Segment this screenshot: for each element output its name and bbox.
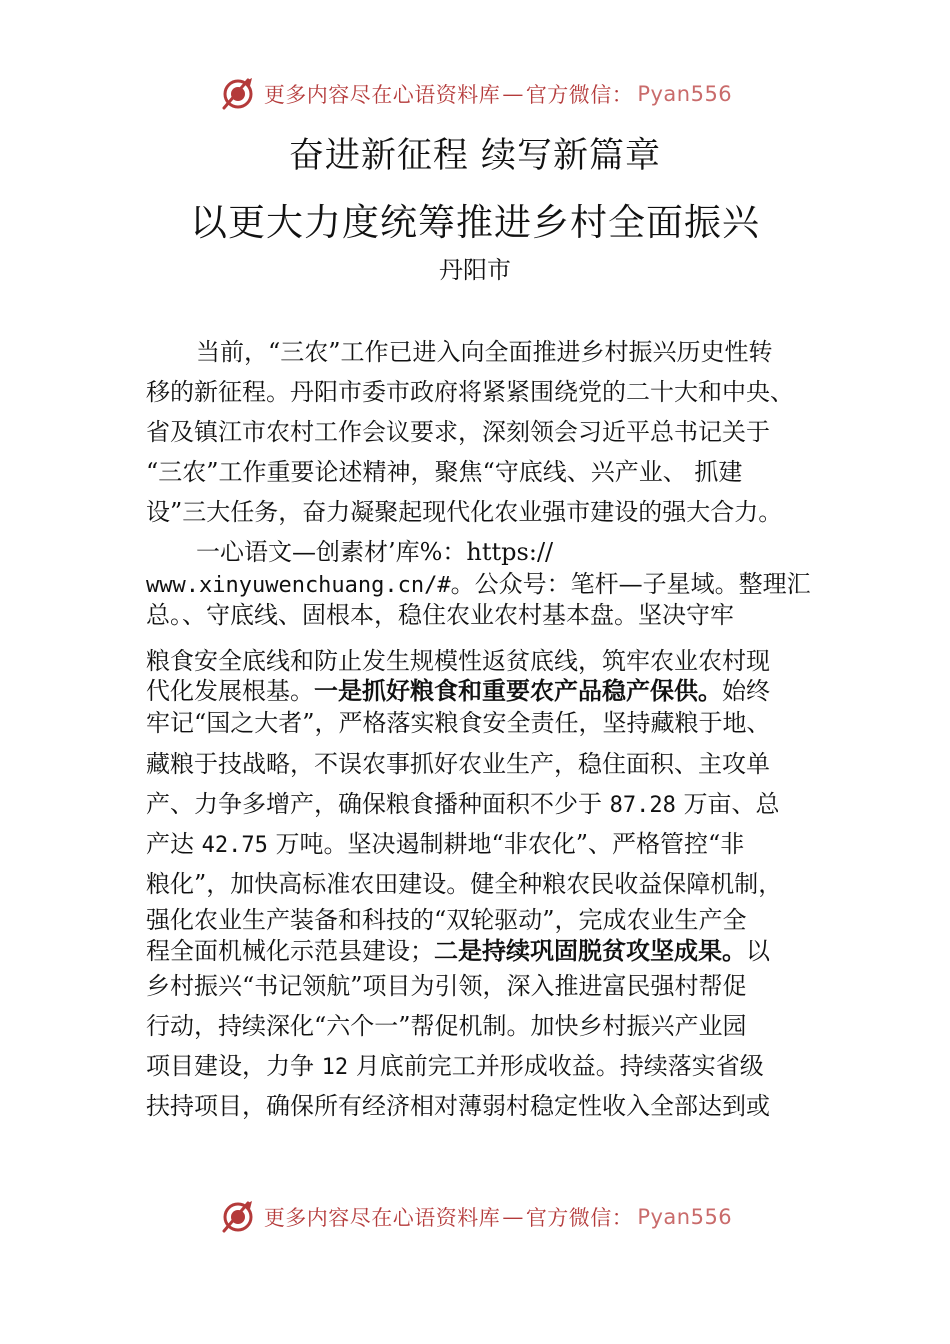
body-text: 以 <box>746 937 770 965</box>
watermark-bottom <box>0 1195 950 1239</box>
body-line <box>146 828 826 862</box>
body-line: 当前，“三农”工作已进入向全面推进乡村振兴历史性转 <box>196 338 773 366</box>
body-text: 万吨。坚决遏制耕地“非农化”、严格管控“非 <box>267 830 745 858</box>
watermark-wechat-label: 官方微信： <box>525 1206 634 1230</box>
bold-heading-2: 二是持续巩固脱贫攻坚成果。 <box>434 937 746 965</box>
body-line <box>196 536 876 568</box>
body-text: 项目建设，力争 <box>146 1052 322 1080</box>
body-line <box>146 568 826 602</box>
title-line-1: 奋进新征程 续写新篇章 <box>288 136 662 176</box>
body-text: 产达 <box>146 830 202 858</box>
body-text: 程全面机械化示范县建设； <box>146 937 434 965</box>
body-text: 产、力争多增产，确保粮食播种面积不少于 <box>146 790 610 818</box>
watermark-dash: — <box>502 1205 524 1229</box>
body-line: 粮食安全底线和防止发生规模性返贫底线，筑牢农业农村现 <box>146 647 770 675</box>
body-line <box>146 935 826 967</box>
bold-heading-1: 一是抓好粮食和重要农产品稳产保供。 <box>314 677 722 705</box>
title-line-2: 以更大力度统筹推进乡村全面振兴 <box>190 201 760 244</box>
body-line: 乡村振兴“书记领航”项目为引领，深入推进富民强村帮促 <box>146 972 747 1000</box>
watermark-wechat-label: 官方微信： <box>525 83 634 107</box>
body-line: 扶持项目，确保所有经济相对薄弱村稳定性收入全部达到或 <box>146 1092 770 1120</box>
author: 丹阳市 <box>439 256 511 284</box>
source-note-text: 。公众号：笔杆—子星域。整理汇 <box>450 570 811 598</box>
body-line: 牢记“国之大者”，严格落实粮食安全责任，坚持藏粮于地、 <box>146 709 771 737</box>
body-line <box>146 675 826 707</box>
number-value: 42.75 <box>201 833 268 858</box>
body-text: 代化发展根基。 <box>146 677 314 705</box>
number-value: 87.28 <box>609 793 676 818</box>
body-line: 粮化”，加快高标准农田建设。健全种粮农民收益保障机制， <box>146 870 783 898</box>
watermark-top <box>0 72 950 116</box>
body-text: 月底前完工并形成收益。持续落实省级 <box>348 1052 764 1080</box>
body-text: 始终 <box>722 677 770 705</box>
watermark-dash: — <box>502 82 524 106</box>
body-text: 万亩、总 <box>675 790 780 818</box>
body-line: 行动，持续深化“六个一”帮促机制。加快乡村振兴产业园 <box>146 1012 747 1040</box>
body-line: 设”三大任务，奋力凝聚起现代化农业强市建设的强大合力。 <box>146 498 783 526</box>
source-note-prefix: 一心语文—创素材’库%：https:// <box>196 538 554 566</box>
body-line: 总。、守底线、固根本，稳住农业农村基本盘。坚决守牢 <box>146 601 734 629</box>
body-line: 移的新征程。丹阳市委市政府将紧紧围绕党的二十大和中央、 <box>146 378 794 406</box>
body-line: 省及镇江市农村工作会议要求，深刻领会习近平总书记关于 <box>146 418 770 446</box>
source-url: www.xinyuwenchuang.cn/# <box>146 573 451 598</box>
watermark-wechat-id: Pyan556 <box>637 1205 733 1229</box>
watermark-wechat-id: Pyan556 <box>637 82 733 106</box>
brand-logo-icon <box>218 74 258 114</box>
number-value: 12 <box>321 1055 349 1080</box>
body-line: 强化农业生产装备和科技的“双轮驱动”，完成农业生产全 <box>146 906 747 934</box>
body-line: 藏粮于技战略，不误农事抓好农业生产，稳住面积、主攻单 <box>146 750 770 778</box>
body-line <box>146 788 826 822</box>
watermark-site-text: 更多内容尽在心语资料库 <box>263 83 501 107</box>
body-line: “三农”工作重要论述精神，聚焦“守底线、兴产业、 抓建 <box>146 458 743 486</box>
brand-logo-icon <box>218 1197 258 1237</box>
body-line <box>146 1050 826 1084</box>
watermark-site-text: 更多内容尽在心语资料库 <box>263 1206 501 1230</box>
